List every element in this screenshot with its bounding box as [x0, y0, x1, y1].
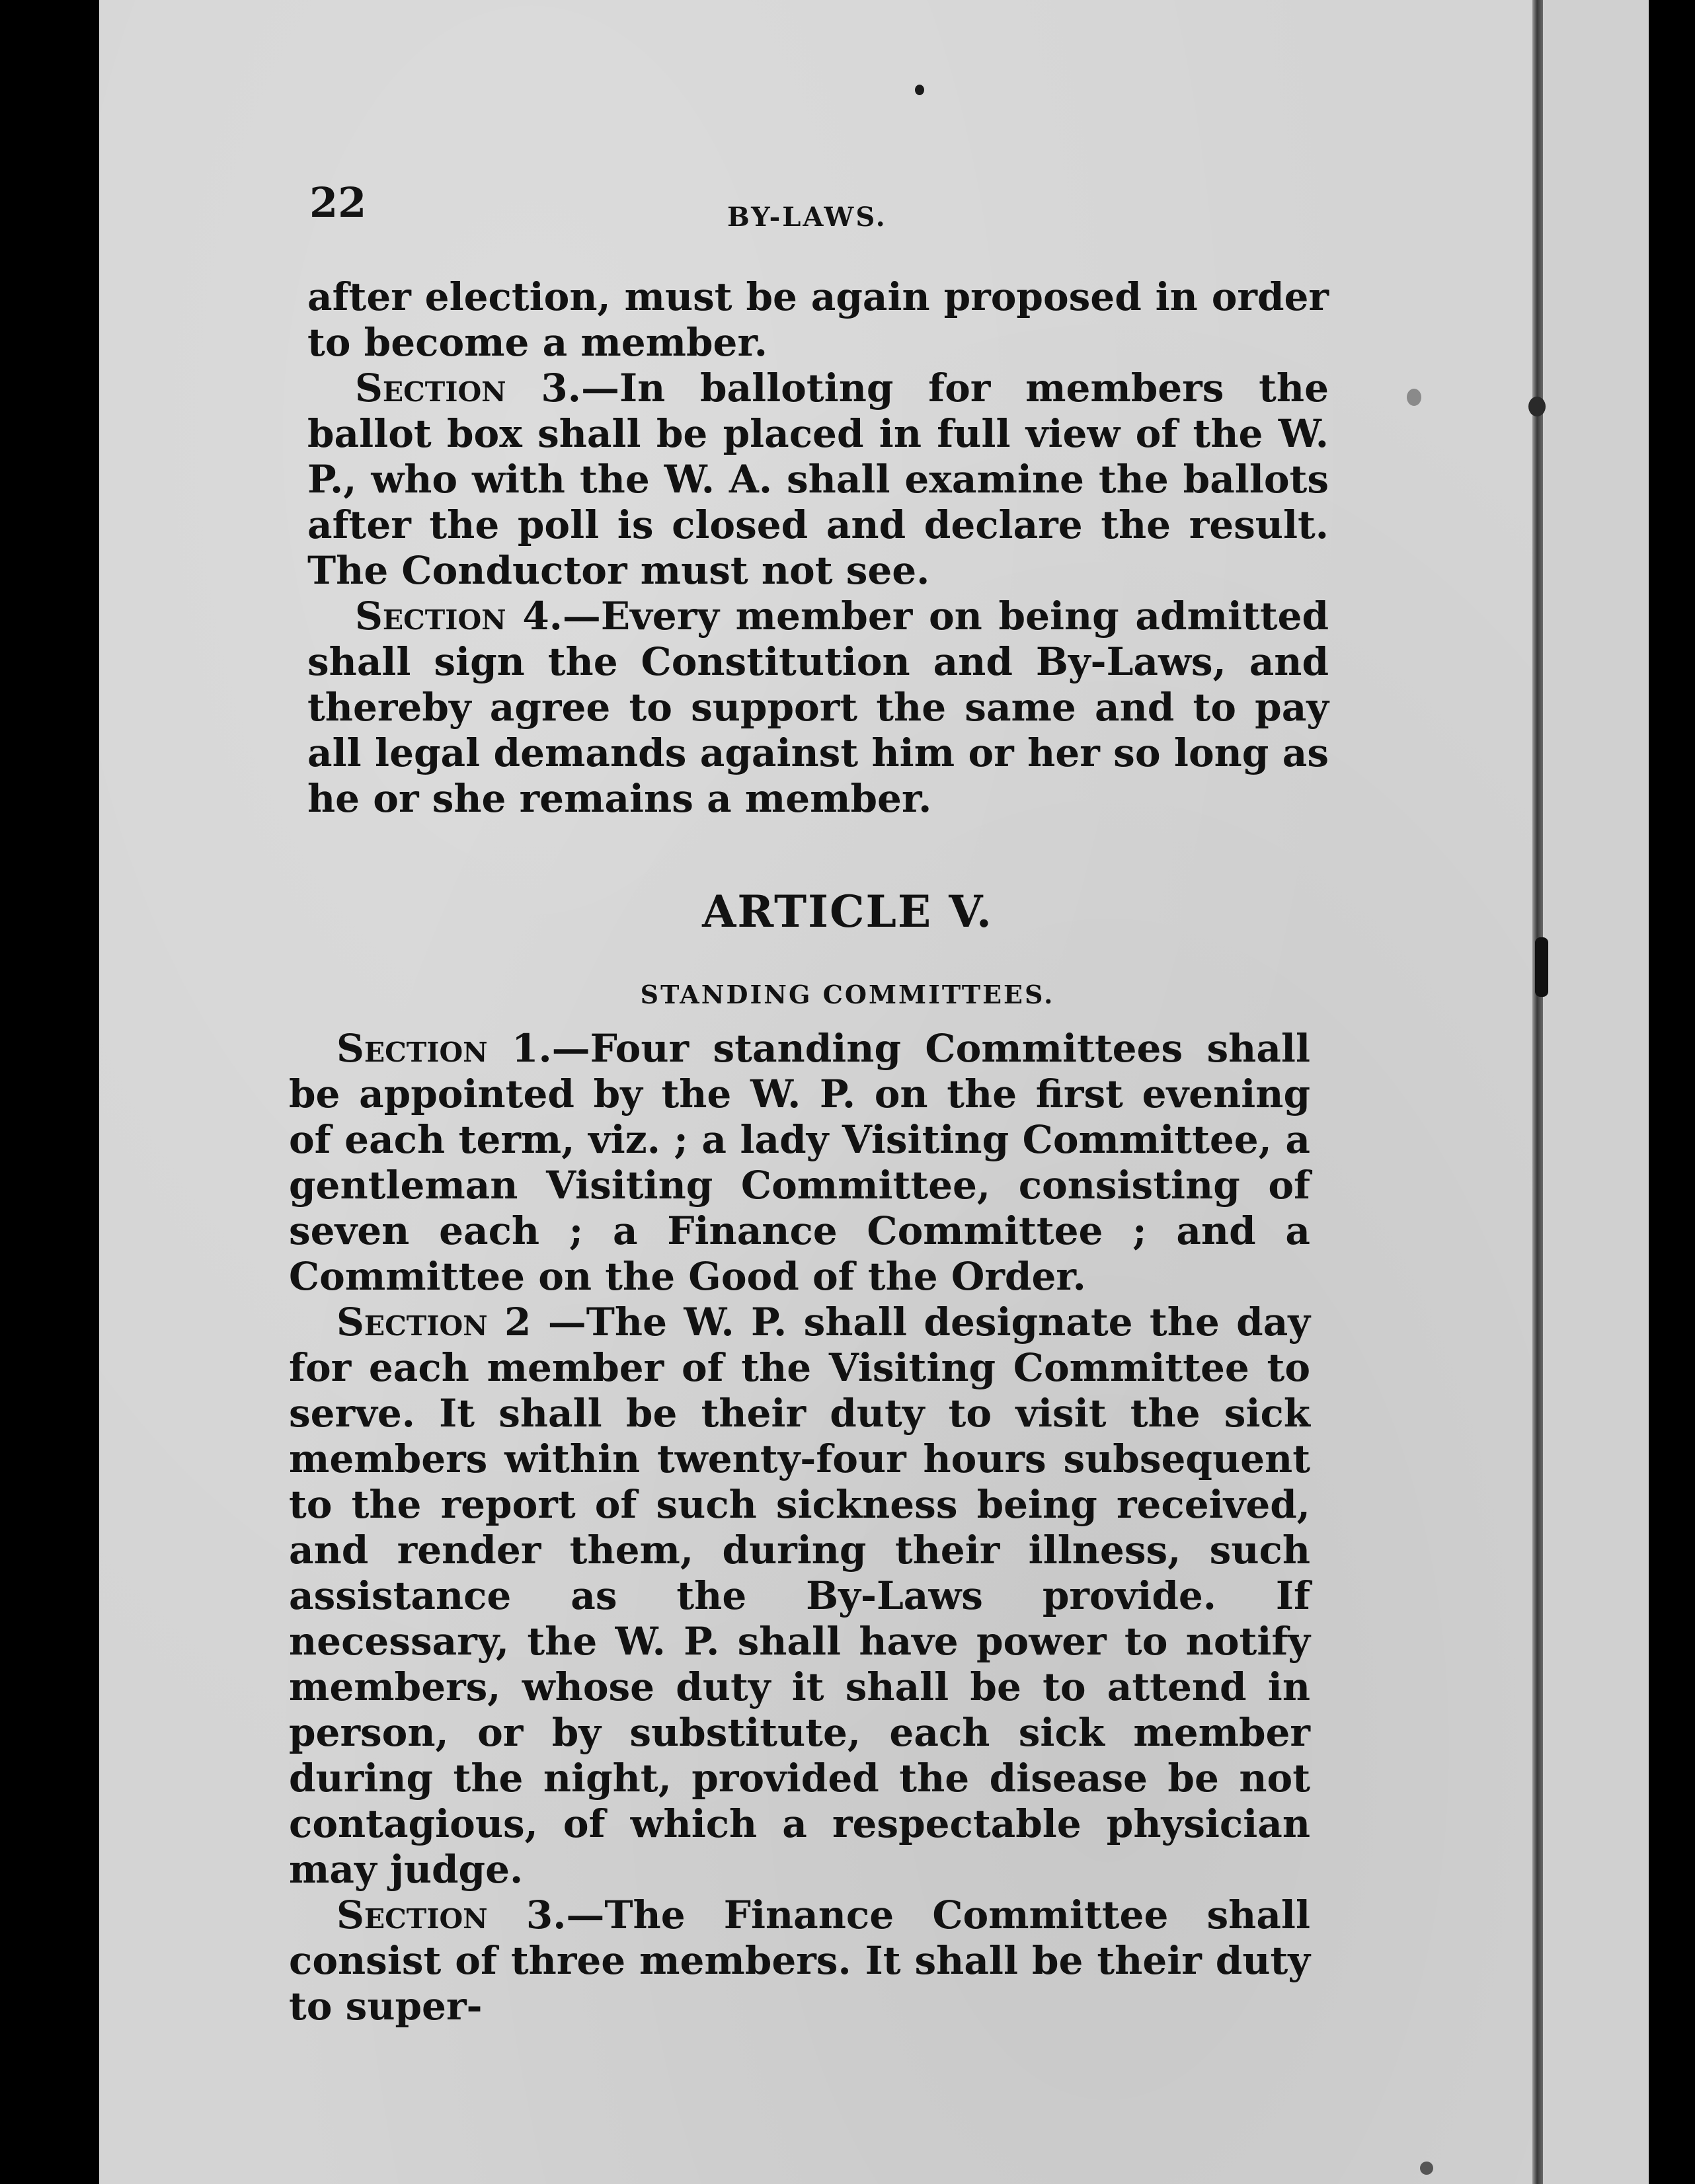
scan-left-border — [0, 0, 99, 2184]
running-head: BY-LAWS. — [727, 202, 887, 233]
section-text: —Every member on being admitted shall sign the Constitution and By-Laws, and thereby agree to support the same and to pay all legal demands against him or her so long as he or she remains a member. — [307, 594, 1329, 821]
section-label: Section 2 — [336, 1300, 532, 1345]
dust-speck — [1528, 397, 1546, 416]
continuation-paragraph: after election, must be again proposed in order to become a member. — [307, 274, 1329, 365]
text-block-bottom — [289, 1026, 1310, 2029]
section-paragraph — [307, 366, 1329, 594]
article-subheading: STANDING COMMITTEES. — [640, 980, 1055, 1009]
section-text: —Four standing Committees shall be appointed by the W. P. on the first evening of each term, viz. ; a lady Visiting Committee, a gentleman Visiting Committee, consisting of seven each ; a Finance Committee ; and a Committee on the Good of the Order. — [289, 1026, 1310, 1299]
dust-speck — [1407, 389, 1421, 406]
page-gutter — [1532, 0, 1543, 2184]
section-label: Section 1. — [336, 1026, 552, 1071]
section-label: Section 3. — [355, 366, 581, 410]
section-paragraph — [289, 1300, 1310, 1892]
section-paragraph — [307, 594, 1329, 822]
dust-speck — [915, 85, 924, 95]
section-paragraph — [289, 1026, 1310, 1300]
scan-right-border — [1649, 0, 1695, 2184]
dust-speck — [1420, 2162, 1433, 2175]
section-text: —In balloting for members the ballot box shall be placed in full view of the W. P., who with the W. A. shall examine the ballots after the poll is closed and declare the result. The Conductor must not see. — [307, 366, 1329, 593]
section-paragraph — [289, 1892, 1310, 2029]
article-heading: ARTICLE V. — [702, 886, 993, 937]
section-label: Section 4. — [355, 594, 563, 639]
page-number: 22 — [309, 178, 367, 227]
text-block-top — [307, 274, 1329, 822]
section-label: Section 3. — [336, 1892, 567, 1937]
section-text: —The W. P. shall designate the day for each member of the Visiting Committee to serve. It shall be their duty to visit the sick members within twenty-four hours subsequent to the report of such sickness being received, and render them, during their illness, such assistance as the By-Laws provide. If necessary, the W. P. shall have power to notify members, whose duty it shall be to attend in person, or by substitute, each sick member during the night, provided the disease be not contagious, of which a respectable physician may judge. — [289, 1300, 1310, 1892]
section-text: —The Finance Committee shall consist of three members. It shall be their duty to super- — [289, 1892, 1310, 2029]
adjacent-page-edge — [1543, 0, 1649, 2184]
